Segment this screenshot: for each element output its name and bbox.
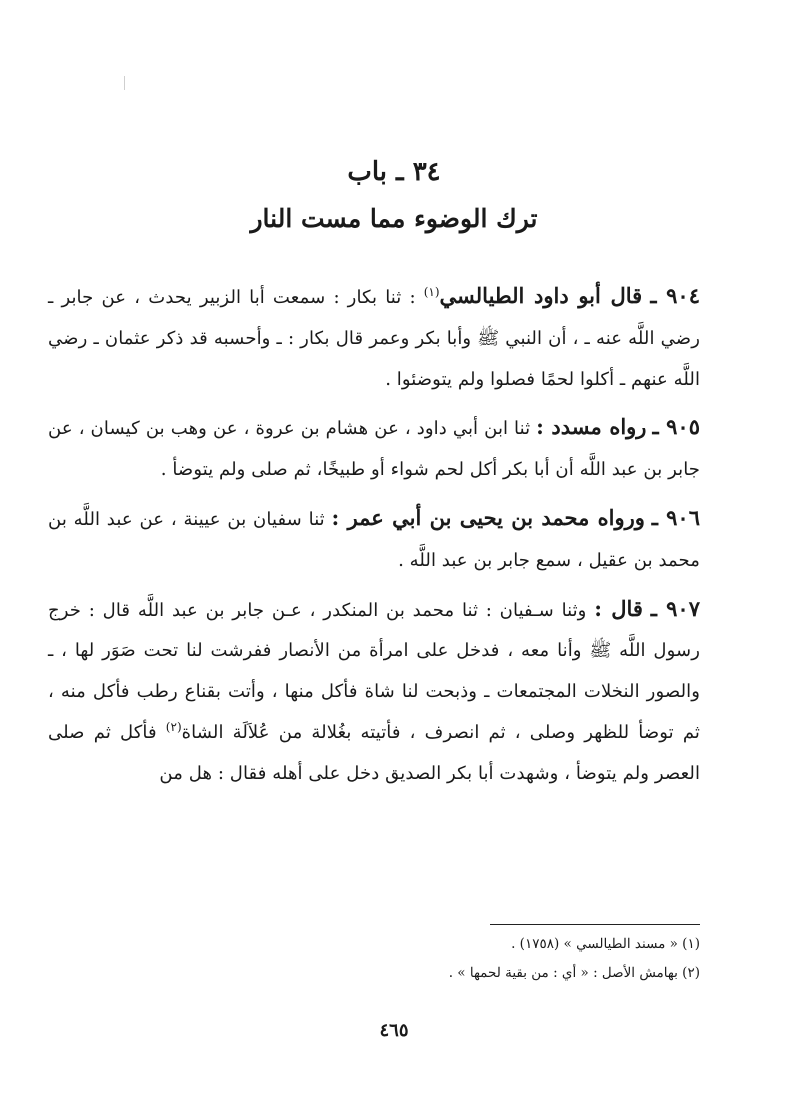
chapter-title: ترك الوضوء مما مست النار: [250, 204, 538, 233]
hadith-number: ٩٠٧ ـ: [650, 595, 700, 621]
hadith-narrator: قال :: [594, 595, 643, 621]
hadith-number: ٩٠٥ ـ: [652, 414, 700, 440]
footnote-ref[interactable]: (٢): [165, 719, 182, 734]
hadith-number: ٩٠٦ ـ: [651, 504, 700, 530]
hadith-907: [48, 589, 700, 795]
main-text: [48, 276, 700, 802]
footnote-2: (٢) بهامش الأصل : « أي : من بقية لحمها » .: [448, 965, 700, 981]
hadith-text: وثنا سـفيان : ثنا محمد بن المنكدر ، عـن جابر بن عبد اللَّه قال : خرج رسول اللَّه ﷺ وأنا معه ، فدخل على امرأة من الأنصار ففرشت لنا تحت صَوَر لها ، ـ والصور النخلات المجتمعات ـ وذبحت لنا شاة فأكل منها ، وأتت بقناع رطب فأكل منه ، ثم توضأ للظهر وصلى ، ثم انصرف ، فأتيته بغُلالة من عُلاَلَة الشاة: [48, 599, 700, 743]
hadith-text: : ثنا بكار : سمعت أبا الزبير يحدث ، عن جابر ـ رضي اللَّه عنه ـ ، أن النبي ﷺ وأبا بكر وعمر قال بكار : ـ وأحسبه قد ذكر عثمان ـ رضي اللَّه عنهم ـ أكلوا لحمًا فصلوا ولم يتوضئوا .: [48, 287, 700, 390]
hadith-904: [48, 276, 700, 400]
chapter-heading: ٣٤ ـ باب: [347, 157, 441, 187]
footnote-ref[interactable]: (١): [423, 284, 440, 299]
footnotes: [48, 930, 700, 988]
hadith-906: [48, 498, 700, 582]
hadith-905: [48, 407, 700, 491]
hadith-text-continued: فأكل ثم صلى العصر ولم يتوضأ ، وشهدت أبا بكر الصديق دخل على أهله فقال : هل من: [48, 721, 700, 784]
hadith-narrator: قال أبو داود الطيالسي: [439, 283, 643, 308]
hadith-narrator: ورواه محمد بن يحيى بن أبي عمر :: [331, 504, 645, 530]
scan-mark: [124, 76, 125, 90]
footnote-divider: [490, 924, 700, 925]
page-number: ٤٦٥: [379, 1020, 409, 1041]
hadith-text: ثنا ابن أبي داود ، عن هشام بن عروة ، عن وهب بن كيسان ، عن جابر بن عبد اللَّه أن أبا بكر أكل لحم شواء أو طبيخًا، ثم صلى ولم يتوضأ .: [48, 418, 700, 481]
hadith-narrator: رواه مسدد :: [536, 414, 647, 440]
hadith-number: ٩٠٤ ـ: [650, 283, 700, 308]
hadith-text: ثنا سفيان بن عيينة ، عن عبد اللَّه بن محمد بن عقيل ، سمع جابر بن عبد اللَّه .: [48, 508, 700, 571]
footnote-1: (١) « مسند الطيالسي » (١٧٥٨) .: [511, 936, 700, 952]
